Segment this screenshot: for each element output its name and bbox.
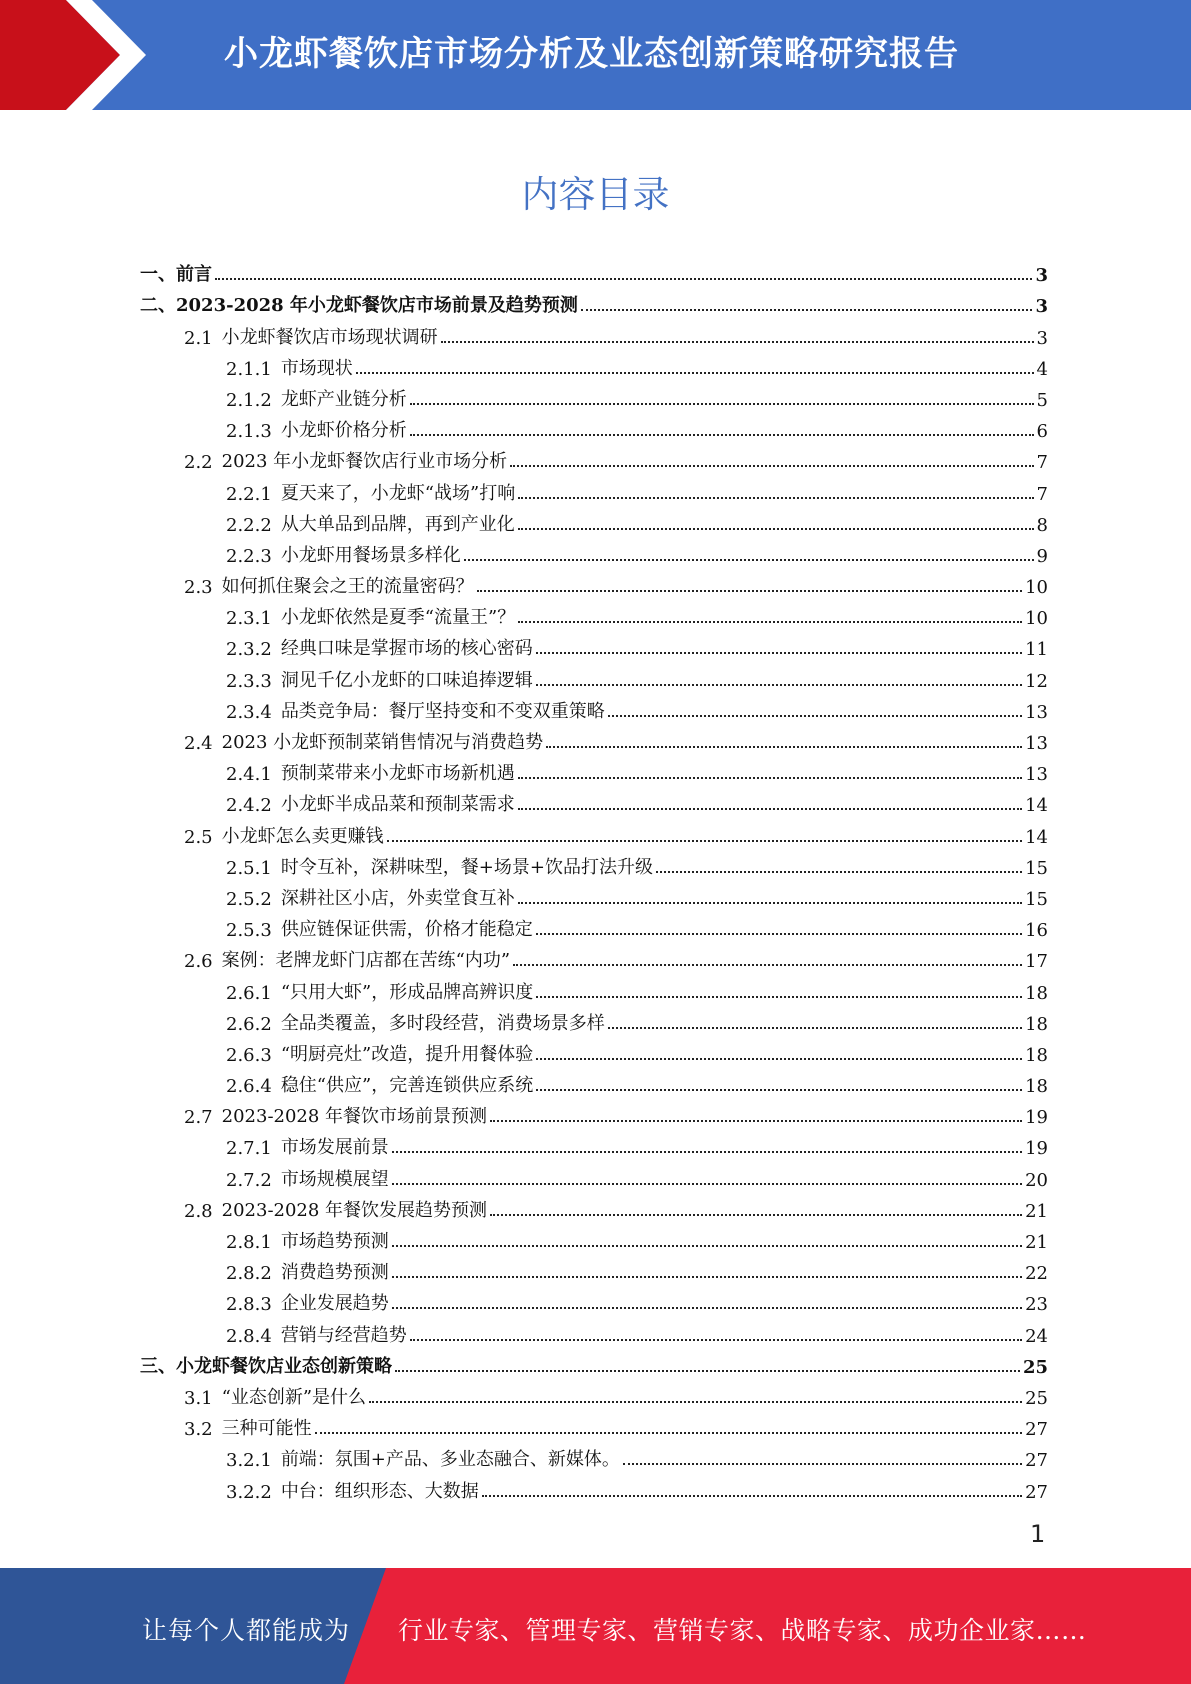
toc-dot-leader (395, 1369, 1020, 1372)
toc-dot-leader (518, 620, 1022, 623)
toc-entry-title: 案例：老牌龙虾门店都在苦练“内功” (221, 950, 511, 972)
toc-entry[interactable] (140, 816, 1048, 847)
toc-dot-leader (464, 558, 1034, 561)
toc-entry[interactable] (140, 317, 1048, 348)
toc-dot-leader (392, 1306, 1022, 1309)
toc-entry-page: 13 (1025, 701, 1048, 723)
toc-entry-page: 13 (1025, 733, 1048, 754)
toc-entry-number: 2.2 (184, 452, 213, 474)
toc-entry-title: 经典口味是掌握市场的核心密码 (280, 638, 533, 660)
toc-entry-page: 18 (1025, 1013, 1048, 1035)
toc-entry-page: 19 (1025, 1138, 1048, 1160)
toc-entry-title: 前言 (176, 264, 212, 286)
toc-entry-number: 2.6.1 (226, 982, 272, 1004)
toc-dot-leader (536, 995, 1022, 998)
toc-entry-page: 27 (1025, 1450, 1048, 1472)
toc-dot-leader (315, 1431, 1022, 1434)
toc-entry-page: 4 (1036, 358, 1048, 380)
toc-entry-title: 市场现状 (280, 357, 353, 379)
toc-entry[interactable] (140, 1097, 1048, 1128)
toc-entry-title: 龙虾产业链分析 (280, 388, 407, 410)
toc-entry[interactable] (140, 1035, 1048, 1066)
toc-dot-leader (513, 963, 1022, 966)
toc-entry-page: 3 (1036, 327, 1048, 349)
toc-entry-number: 2.3.3 (226, 670, 272, 692)
toc-dot-leader (490, 1119, 1022, 1122)
toc-entry[interactable] (140, 1159, 1048, 1190)
toc-entry[interactable] (140, 411, 1048, 442)
toc-entry-number: 一、 (140, 264, 176, 286)
toc-entry-title: 小龙虾用餐场景多样化 (280, 544, 461, 566)
toc-entry[interactable] (140, 1191, 1048, 1222)
toc-dot-leader (536, 683, 1022, 686)
toc-entry-page: 8 (1036, 514, 1048, 536)
toc-dot-leader (369, 1400, 1022, 1403)
toc-entry-number: 2.8.2 (226, 1263, 272, 1285)
toc-entry[interactable] (140, 1471, 1048, 1502)
toc-entry-page: 14 (1025, 795, 1048, 817)
toc-entry-number: 2.6 (184, 951, 213, 973)
toc-dot-leader (215, 277, 1032, 280)
toc-dot-leader (392, 1182, 1022, 1185)
toc-entry-page: 27 (1025, 1481, 1048, 1503)
toc-entry-title: 2023-2028 年餐饮发展趋势预测 (221, 1199, 488, 1221)
toc-entry-page: 25 (1022, 1356, 1048, 1378)
toc-entry[interactable] (140, 505, 1048, 536)
toc-entry-title: 市场趋势预测 (280, 1231, 389, 1252)
toc-entry-number: 2.2.2 (226, 514, 272, 536)
toc-entry[interactable] (140, 1347, 1048, 1378)
toc-entry-number: 2.5.3 (226, 920, 272, 942)
toc-entry[interactable] (140, 1284, 1048, 1315)
toc-dot-leader (392, 1244, 1022, 1247)
toc-entry[interactable] (140, 660, 1048, 691)
toc-entry-page: 17 (1025, 951, 1048, 973)
toc-entry-title: 小龙虾半成品菜和预制菜需求 (280, 794, 515, 816)
toc-entry-number: 2.6.4 (226, 1076, 272, 1098)
toc-entry[interactable] (140, 598, 1048, 629)
toc-entry-title: 小龙虾怎么卖更赚钱 (221, 825, 384, 847)
toc-dot-leader (410, 1338, 1022, 1341)
toc-entry-number: 2.7 (184, 1107, 213, 1129)
table-of-contents (140, 255, 1048, 1503)
toc-entry-title: 稳住“供应”，完善连锁供应系统 (280, 1075, 534, 1097)
toc-entry[interactable] (140, 380, 1048, 411)
toc-entry-title: 企业发展趋势 (280, 1293, 389, 1315)
toc-entry[interactable] (140, 536, 1048, 567)
toc-entry-number: 2.6.2 (226, 1013, 272, 1035)
toc-entry-page: 12 (1025, 670, 1048, 692)
toc-entry[interactable] (140, 1409, 1048, 1440)
toc-entry-title: 小龙虾餐饮店业态创新策略 (176, 1355, 392, 1377)
toc-entry-number: 2.8.3 (226, 1294, 272, 1316)
toc-entry[interactable] (140, 723, 1048, 754)
toc-dot-leader (518, 807, 1022, 810)
toc-entry-title: 前端：氛围+产品、多业态融合、新媒体。 (280, 1449, 620, 1471)
toc-dot-leader (518, 496, 1033, 499)
toc-entry-number: 2.5.2 (226, 888, 272, 910)
toc-entry-title: 预制菜带来小龙虾市场新机遇 (280, 763, 515, 785)
footer-slogan-left: 让每个人都能成为 (142, 1616, 351, 1645)
toc-entry-title: 品类竞争局：餐厅坚持变和不变双重策略 (280, 700, 605, 722)
toc-entry-number: 2.8.4 (226, 1325, 272, 1347)
toc-dot-leader (441, 340, 1034, 343)
toc-dot-leader (356, 371, 1034, 374)
toc-dot-leader (546, 745, 1022, 748)
toc-entry-number: 2.1.1 (226, 358, 272, 380)
toc-entry-title: 2023 年小龙虾餐饮店行业市场分析 (221, 451, 508, 473)
toc-entry-number: 2.3.1 (226, 608, 272, 630)
toc-entry[interactable] (140, 1128, 1048, 1159)
toc-entry-title: “明厨亮灶”改造，提升用餐体验 (280, 1043, 534, 1065)
toc-entry-number: 2.5 (184, 826, 213, 848)
toc-entry-title: 消费趋势预测 (280, 1262, 389, 1284)
toc-entry-title: 中台：组织形态、大数据 (280, 1480, 479, 1502)
toc-entry[interactable] (140, 286, 1048, 317)
toc-entry[interactable] (140, 1222, 1048, 1253)
toc-entry[interactable] (140, 349, 1048, 380)
toc-dot-leader (410, 402, 1034, 405)
toc-entry[interactable] (140, 1066, 1048, 1097)
toc-dot-leader (392, 1275, 1022, 1278)
toc-entry-number: 2.8 (184, 1200, 213, 1222)
toc-entry-page: 14 (1025, 826, 1048, 848)
toc-entry-number: 三、 (140, 1355, 176, 1377)
toc-entry-page: 15 (1025, 888, 1048, 910)
toc-entry-title: 2023-2028 年餐饮市场前景预测 (221, 1106, 488, 1128)
toc-entry[interactable] (140, 255, 1048, 286)
toc-entry-title: 2023 小龙虾预制菜销售情况与消费趋势 (221, 732, 544, 753)
toc-entry-title: “只用大虾”，形成品牌高辨识度 (280, 981, 534, 1003)
toc-dot-leader (518, 901, 1022, 904)
toc-dot-leader (490, 1213, 1022, 1216)
toc-entry-page: 24 (1025, 1325, 1048, 1347)
toc-entry-title: 洞见千亿小龙虾的口味追捧逻辑 (280, 669, 533, 691)
toc-dot-leader (518, 776, 1022, 779)
toc-dot-leader (608, 714, 1022, 717)
toc-dot-leader (477, 589, 1022, 592)
toc-entry-number: 2.4.2 (226, 795, 272, 817)
toc-entry-number: 2.2.1 (226, 483, 272, 505)
toc-entry-title: 从大单品到品牌，再到产业化 (280, 513, 515, 535)
toc-entry-page: 3 (1035, 296, 1048, 318)
toc-entry-title: 全品类覆盖，多时段经营，消费场景多样 (280, 1012, 605, 1034)
toc-dot-leader (536, 651, 1022, 654)
toc-entry-page: 6 (1036, 421, 1048, 443)
toc-entry-page: 18 (1025, 1076, 1048, 1098)
toc-entry-number: 2.8.1 (226, 1232, 272, 1253)
toc-entry-page: 11 (1025, 639, 1048, 661)
toc-dot-leader (536, 1057, 1022, 1060)
toc-heading: 内容目录 (521, 173, 670, 216)
toc-entry-number: 3.2 (184, 1419, 213, 1441)
footer-slogan-right: 行业专家、管理专家、营销专家、战略专家、成功企业家…… (398, 1616, 1087, 1645)
toc-dot-leader (482, 1494, 1022, 1497)
toc-entry-number: 2.4.1 (226, 764, 272, 786)
toc-entry-page: 10 (1025, 577, 1048, 599)
toc-entry[interactable] (140, 1378, 1048, 1409)
toc-entry-page: 15 (1025, 857, 1048, 879)
toc-entry[interactable] (140, 785, 1048, 816)
toc-entry-number: 2.7.1 (226, 1138, 272, 1160)
toc-entry-page: 18 (1025, 1044, 1048, 1066)
toc-dot-leader (536, 1088, 1022, 1091)
toc-entry-title: 小龙虾餐饮店市场现状调研 (221, 326, 438, 348)
toc-entry-title: 营销与经营趋势 (280, 1324, 407, 1346)
toc-entry-title: 2023-2028 年小龙虾餐饮店市场前景及趋势预测 (176, 295, 578, 317)
toc-entry-number: 2.4 (184, 733, 213, 754)
footer-banner (0, 1568, 1191, 1684)
toc-entry-title: 深耕社区小店，外卖堂食互补 (280, 887, 515, 909)
toc-entry[interactable] (140, 879, 1048, 910)
toc-entry-title: 夏天来了，小龙虾“战场”打响 (280, 482, 516, 504)
toc-entry[interactable] (140, 848, 1048, 879)
toc-entry-page: 19 (1025, 1107, 1048, 1129)
toc-entry[interactable] (140, 754, 1048, 785)
toc-entry[interactable] (140, 629, 1048, 660)
toc-entry-page: 20 (1025, 1169, 1048, 1191)
toc-entry-title: 市场发展前景 (280, 1137, 389, 1159)
toc-entry[interactable] (140, 692, 1048, 723)
toc-entry-page: 7 (1036, 452, 1048, 474)
toc-entry-page: 23 (1025, 1294, 1048, 1316)
toc-entry[interactable] (140, 1315, 1048, 1346)
toc-entry-page: 3 (1035, 265, 1048, 287)
toc-entry-number: 3.1 (184, 1387, 213, 1409)
toc-entry-number: 2.5.1 (226, 857, 272, 879)
toc-entry[interactable] (140, 1440, 1048, 1471)
toc-dot-leader (608, 1026, 1022, 1029)
toc-dot-leader (518, 527, 1034, 530)
toc-entry-page: 5 (1036, 389, 1048, 411)
toc-entry-page: 25 (1025, 1387, 1048, 1409)
toc-entry-number: 2.1.3 (226, 421, 272, 443)
toc-entry-page: 21 (1025, 1232, 1048, 1253)
toc-dot-leader (623, 1462, 1022, 1465)
toc-entry[interactable] (140, 941, 1048, 972)
toc-dot-leader (410, 433, 1034, 436)
toc-entry[interactable] (140, 910, 1048, 941)
toc-entry[interactable] (140, 1253, 1048, 1284)
toc-entry[interactable] (140, 972, 1048, 1003)
toc-entry-title: 供应链保证供需，价格才能稳定 (280, 919, 533, 941)
toc-entry-number: 2.1 (184, 327, 213, 349)
toc-entry[interactable] (140, 567, 1048, 598)
report-title: 小龙虾餐饮店市场分析及业态创新策略研究报告 (224, 34, 959, 74)
report-header-banner (0, 0, 1191, 110)
toc-entry-number: 2.3.4 (226, 701, 272, 723)
toc-dot-leader (581, 308, 1033, 311)
toc-entry[interactable] (140, 1004, 1048, 1035)
toc-entry-number: 二、 (140, 295, 176, 317)
toc-entry-title: “业态创新”是什么 (221, 1386, 367, 1408)
toc-entry-page: 10 (1025, 608, 1048, 630)
toc-entry-page: 21 (1025, 1200, 1048, 1222)
toc-entry-title: 时令互补，深耕味型，餐+场景+饮品打法升级 (280, 856, 653, 878)
toc-dot-leader (387, 839, 1022, 842)
toc-dot-leader (392, 1150, 1022, 1153)
toc-dot-leader (510, 464, 1033, 467)
toc-entry-number: 2.6.3 (226, 1044, 272, 1066)
toc-entry-title: 小龙虾依然是夏季“流量王”？ (280, 607, 516, 629)
toc-entry-number: 2.7.2 (226, 1169, 272, 1191)
toc-entry-page: 13 (1025, 764, 1048, 786)
toc-dot-leader (536, 932, 1022, 935)
toc-entry-number: 2.1.2 (226, 389, 272, 411)
toc-entry-page: 18 (1025, 982, 1048, 1004)
toc-entry-title: 如何抓住聚会之王的流量密码？ (221, 576, 474, 598)
toc-entry[interactable] (140, 442, 1048, 473)
toc-entry-page: 22 (1025, 1263, 1048, 1285)
toc-entry-number: 2.3.2 (226, 639, 272, 661)
toc-entry-page: 16 (1025, 920, 1048, 942)
toc-entry-page: 7 (1036, 483, 1048, 505)
toc-dot-leader (656, 870, 1022, 873)
toc-entry-title: 三种可能性 (221, 1418, 312, 1440)
toc-entry-number: 3.2.1 (226, 1450, 272, 1472)
toc-entry-title: 市场规模展望 (280, 1168, 389, 1190)
toc-entry-page: 9 (1036, 545, 1048, 567)
toc-entry-number: 2.2.3 (226, 545, 272, 567)
toc-entry[interactable] (140, 473, 1048, 504)
toc-entry-number: 3.2.2 (226, 1481, 272, 1503)
page-number: 1 (1030, 1520, 1046, 1548)
toc-entry-number: 2.3 (184, 577, 213, 599)
toc-entry-title: 小龙虾价格分析 (280, 420, 407, 442)
toc-entry-page: 27 (1025, 1419, 1048, 1441)
